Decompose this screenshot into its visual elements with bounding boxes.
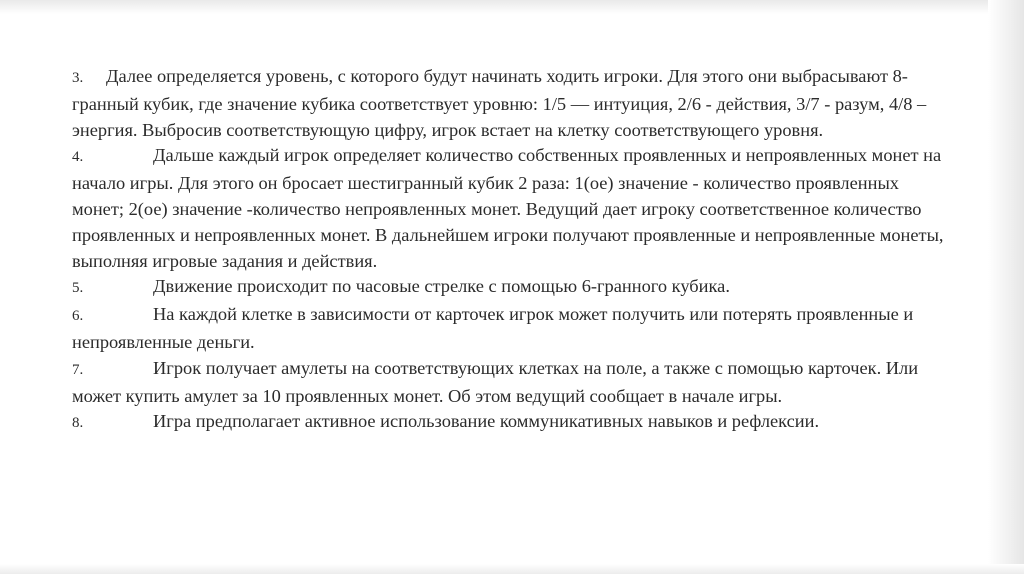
list-item-number: 5. bbox=[72, 280, 84, 297]
list-item-number: 8. bbox=[72, 415, 84, 432]
list-item-8 bbox=[72, 409, 952, 437]
list-item-6 bbox=[72, 302, 952, 356]
list-item-number: 7. bbox=[72, 361, 84, 378]
list-item-number: 4. bbox=[72, 149, 84, 166]
list-item-number: 6. bbox=[72, 308, 84, 325]
slide-bottom-shadow bbox=[0, 564, 1024, 574]
list-item-7 bbox=[72, 356, 952, 410]
list-item-4 bbox=[72, 143, 952, 274]
list-item-text: Игра предполагает активное использование коммуникативных навыков и рефлексии. bbox=[153, 411, 820, 432]
slide-top-shadow bbox=[0, 0, 1024, 14]
slide-body-text bbox=[72, 64, 952, 437]
slide-right-shadow bbox=[988, 0, 1024, 574]
list-item-text: На каждой клетке в зависимости от карточек игрок может получить или потерять проявленные и непроявленные деньги. bbox=[72, 304, 914, 352]
list-item-text: Движение происходит по часовые стрелке с помощью 6-гранного кубика. bbox=[153, 276, 730, 297]
list-item-text: Дальше каждый игрок определяет количество собственных проявленных и непроявленных монет на начало игры. Для этого он бросает шестигранный кубик 2 раза: 1(ое) значение - количество проявленных монет; 2(ое) значение -количество непроявленных монет. Ведущий дает игроку соответственное количество проявленных и непроявленных монет. В дальнейшем игроки получают проявленные и непроявленные монеты, выполняя игровые задания и действия. bbox=[72, 145, 944, 271]
list-item-3 bbox=[72, 64, 952, 143]
list-item-5 bbox=[72, 274, 952, 302]
list-item-text: Игрок получает амулеты на соответствующих клетках на поле, а также с помощью карточек. Или может купить амулет за 10 проявленных монет. Об этом ведущий сообщает в начале игры. bbox=[72, 357, 919, 406]
list-item-number: 3. bbox=[72, 70, 84, 86]
list-item-text: Далее определяется уровень, с которого будут начинать ходить игроки. Для этого они выбрасывают 8-гранный кубик, где значение кубика соответствует уровню: 1/5 — интуиция, 2/6 - действия, 3/7 - разум, 4/8 – энергия. Выбросив соответствующую цифру, игрок встает на клетку соответствующего уровня. bbox=[72, 66, 927, 140]
